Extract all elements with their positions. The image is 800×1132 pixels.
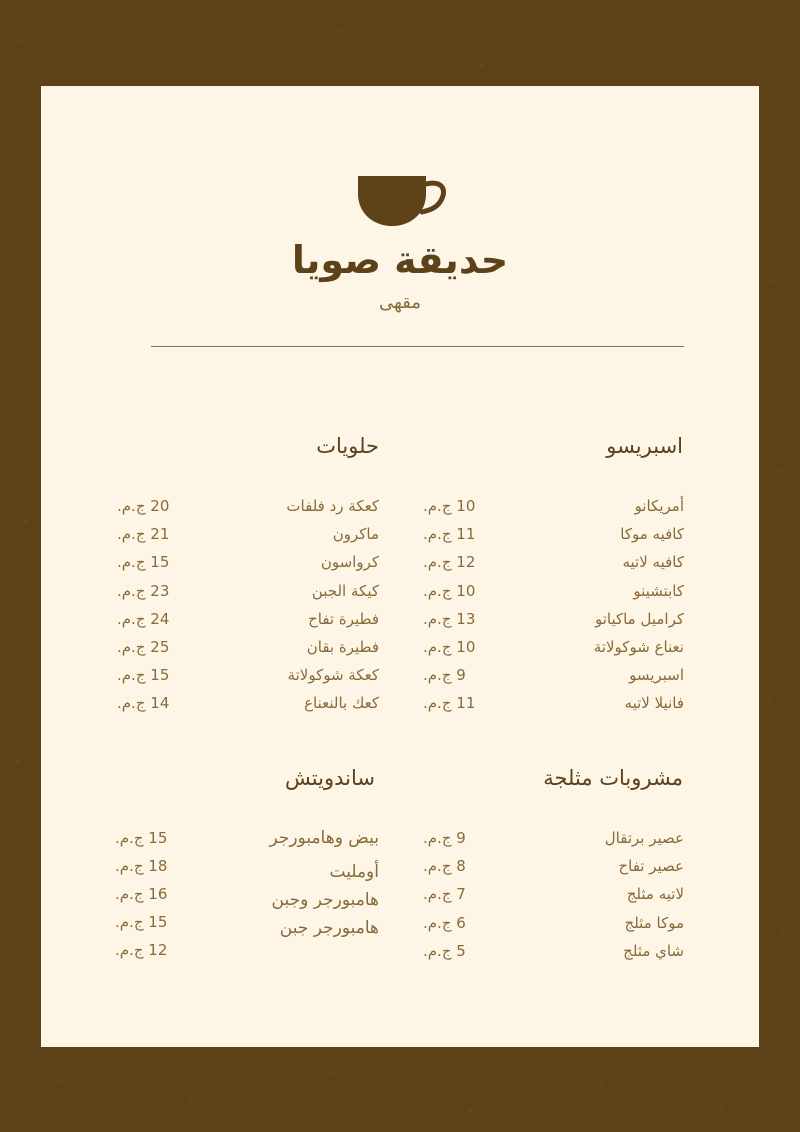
item-price: 9 ج.م. (423, 666, 466, 685)
list-item (117, 551, 379, 579)
list-item (423, 912, 684, 940)
texture-speck (28, 980, 30, 982)
item-price: 12 ج.م. (115, 941, 168, 959)
item-price: 16 ج.م. (115, 885, 168, 903)
item-name: هامبورجر وجبن (271, 890, 379, 910)
texture-speck (600, 1085, 602, 1087)
list-item (117, 608, 379, 636)
list-item (423, 692, 684, 720)
texture-speck (470, 1110, 472, 1112)
item-name: كابتشينو (633, 581, 684, 600)
item-price: 23 ج.م. (117, 581, 170, 600)
item-price: 15 ج.م. (117, 553, 170, 572)
item-name: اسبريسو (629, 666, 684, 685)
item-name: كعكة رد فلفات (286, 497, 379, 515)
texture-speck (768, 700, 770, 702)
list-item (117, 523, 379, 551)
texture-speck (95, 22, 97, 24)
item-price: 11 ج.م. (423, 525, 476, 544)
list-item (115, 883, 379, 911)
item-name: كرواسون (320, 553, 379, 572)
texture-speck (340, 30, 342, 32)
list-item (115, 855, 379, 883)
item-name: كافيه لاتيه (622, 553, 684, 572)
header-divider (151, 346, 684, 347)
item-price: 15 ج.م. (115, 913, 168, 931)
texture-speck (782, 930, 784, 932)
item-price: 8 ج.م. (423, 857, 466, 876)
item-price: 6 ج.م. (423, 913, 466, 932)
item-name: أومليت (329, 862, 379, 882)
list-item (423, 551, 684, 579)
item-name: كيكة الجبن (311, 581, 379, 600)
list-item (423, 940, 684, 968)
item-price: 21 ج.م. (117, 525, 170, 544)
texture-speck (24, 520, 26, 522)
list-item (423, 580, 684, 608)
coffee-cup-icon (356, 174, 448, 228)
list-item (117, 664, 379, 692)
texture-speck (190, 1100, 192, 1102)
list-item (423, 608, 684, 636)
texture-speck (780, 470, 782, 472)
item-name: نعناع شوكولاتة (593, 637, 684, 656)
list-item (423, 523, 684, 551)
item-name: بيض وهامبورجر (269, 828, 379, 848)
item-name: أمريكانو (634, 497, 684, 515)
item-price: 13 ج.م. (423, 609, 476, 628)
texture-speck (16, 760, 18, 762)
texture-speck (330, 1072, 332, 1074)
list-item (423, 664, 684, 692)
item-name: شاي مثلج (623, 941, 684, 960)
list-item (115, 827, 379, 855)
item-name: فطيرة بقان (306, 637, 379, 656)
menu-card (41, 86, 759, 1047)
list-item (423, 636, 684, 664)
texture-speck (772, 280, 774, 282)
item-price: 15 ج.م. (115, 829, 168, 847)
item-name: كراميل ماكياتو (594, 609, 684, 628)
item-name: كعك بالنعناع (304, 694, 379, 713)
item-price: 10 ج.م. (423, 637, 476, 656)
list-item (115, 939, 379, 967)
item-price: 10 ج.م. (423, 497, 476, 515)
list-item (117, 580, 379, 608)
item-price: 14 ج.م. (117, 694, 170, 713)
item-name: هامبورجر جبن (279, 918, 379, 938)
item-name: فطيرة تفاح (308, 609, 379, 628)
section-title-espresso: اسبريسو (606, 434, 683, 458)
item-name: عصير برتقال (604, 829, 684, 847)
item-name: كعكة شوكولاتة (287, 666, 379, 685)
cafe-subtitle: مقهى (378, 292, 422, 313)
texture-speck (210, 58, 212, 60)
list-item (423, 495, 684, 523)
item-name: لاتيه مثلج (626, 885, 684, 904)
section-title-iced-drinks: مشروبات مثلجة (543, 766, 683, 790)
item-price: 7 ج.م. (423, 885, 466, 904)
item-name: عصير تفاح (618, 857, 684, 876)
list-item (117, 636, 379, 664)
texture-speck (720, 1105, 722, 1107)
item-price: 12 ج.م. (423, 553, 476, 572)
item-price: 25 ج.م. (117, 637, 170, 656)
item-price: 24 ج.م. (117, 609, 170, 628)
list-item (423, 855, 684, 883)
item-name: ماكرون (332, 525, 379, 544)
texture-speck (18, 40, 20, 42)
item-price: 15 ج.م. (117, 666, 170, 685)
texture-speck (620, 18, 622, 20)
texture-speck (480, 64, 482, 66)
item-price: 10 ج.م. (423, 581, 476, 600)
texture-speck (12, 300, 14, 302)
item-name: كافيه موكا (620, 525, 684, 544)
iced-drinks-list (423, 827, 684, 968)
item-price: 18 ج.م. (115, 857, 168, 875)
list-item (117, 692, 379, 720)
texture-speck (60, 1080, 62, 1082)
item-price: 9 ج.م. (423, 829, 466, 847)
list-item (423, 883, 684, 911)
list-item (117, 495, 379, 523)
espresso-list (423, 495, 684, 721)
item-price: 11 ج.م. (423, 694, 476, 713)
list-item (423, 827, 684, 855)
section-title-desserts: حلويات (316, 434, 379, 458)
item-price: 20 ج.م. (117, 497, 170, 515)
desserts-list (117, 495, 379, 721)
item-price: 5 ج.م. (423, 941, 466, 960)
cafe-name: حديقة صويا (291, 238, 509, 282)
list-item (115, 911, 379, 939)
sandwiches-list (115, 827, 379, 967)
section-title-sandwiches: ساندويتش (285, 766, 375, 790)
item-name: فانيلا لاتيه (624, 694, 684, 713)
texture-speck (740, 50, 742, 52)
item-name: موكا مثلج (624, 913, 684, 932)
